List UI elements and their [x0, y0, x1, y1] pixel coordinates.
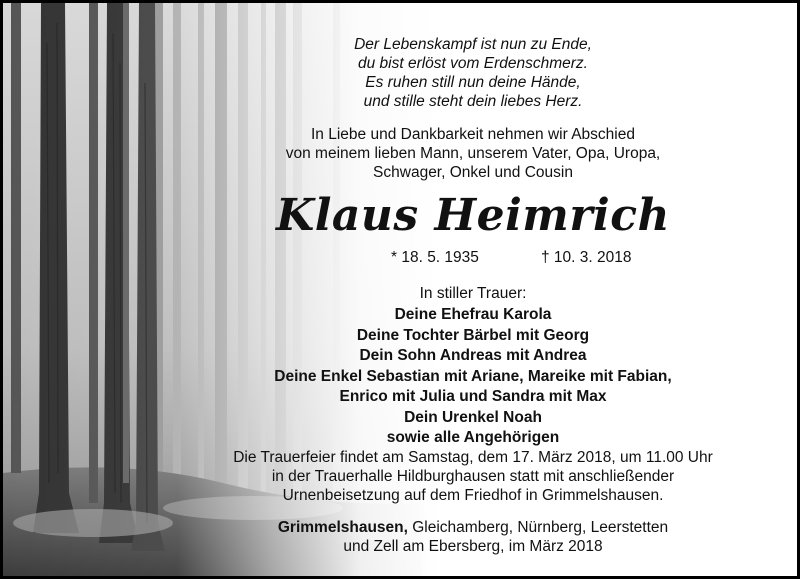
mourner-line: Enrico mit Julia und Sandra mit Max [339, 388, 607, 405]
mourner-line: Deine Enkel Sebastian mit Ariane, Mareike mit Fabian, [274, 367, 672, 385]
poem-line: Es ruhen still nun deine Hände, [365, 74, 581, 91]
funeral-service-info [153, 448, 793, 505]
mourning-label-text: In stiller Trauer: [419, 285, 527, 302]
birth-date: * 18. 5. 1935 [391, 249, 479, 266]
mourner-line: Dein Urenkel Noah [404, 408, 542, 426]
deceased-name: Klaus Heimrich [275, 190, 671, 241]
mourner-line: Deine Tochter Bärbel mit Georg [356, 326, 590, 344]
service-line: Urnenbeisetzung auf dem Friedhof in Grimmelshausen. [282, 487, 664, 504]
mourner-line: sowie alle Angehörigen [386, 429, 560, 446]
intro-line: von meinem lieben Mann, unserem Vater, Opa, Uropa, [285, 145, 661, 162]
mourner-line: Dein Sohn Andreas mit Andrea [359, 347, 587, 364]
poem-line: du bist erlöst vom Erdenschmerz. [357, 55, 588, 72]
place-and-date [153, 518, 793, 556]
death-date: † 10. 3. 2018 [541, 249, 632, 266]
poem [153, 35, 793, 111]
intro-line: In Liebe und Dankbarkeit nehmen wir Abschied [311, 126, 635, 143]
intro-line: Schwager, Onkel und Cousin [373, 164, 573, 181]
place-town: Grimmelshausen, [277, 519, 408, 536]
place-line-2: und Zell am Ebersberg, im März 2018 [343, 538, 603, 555]
mourner-line: Deine Ehefrau Karola [394, 306, 552, 323]
mourners-list [153, 305, 793, 449]
poem-line: und stille steht dein liebes Herz. [363, 93, 583, 110]
service-line: Die Trauerfeier findet am Samstag, dem 17. März 2018, um 11.00 Uhr [233, 449, 713, 466]
mourning-label [153, 284, 793, 303]
poem-line: Der Lebenskampf ist nun zu Ende, [354, 36, 592, 53]
obituary-card [3, 3, 797, 576]
place-line-1 [153, 518, 793, 537]
service-line: in der Trauerhalle Hildburghausen statt mit anschließender [271, 468, 675, 485]
place-rest: Gleichamberg, Nürnberg, Leerstetten [407, 519, 669, 536]
farewell-intro [153, 125, 793, 182]
